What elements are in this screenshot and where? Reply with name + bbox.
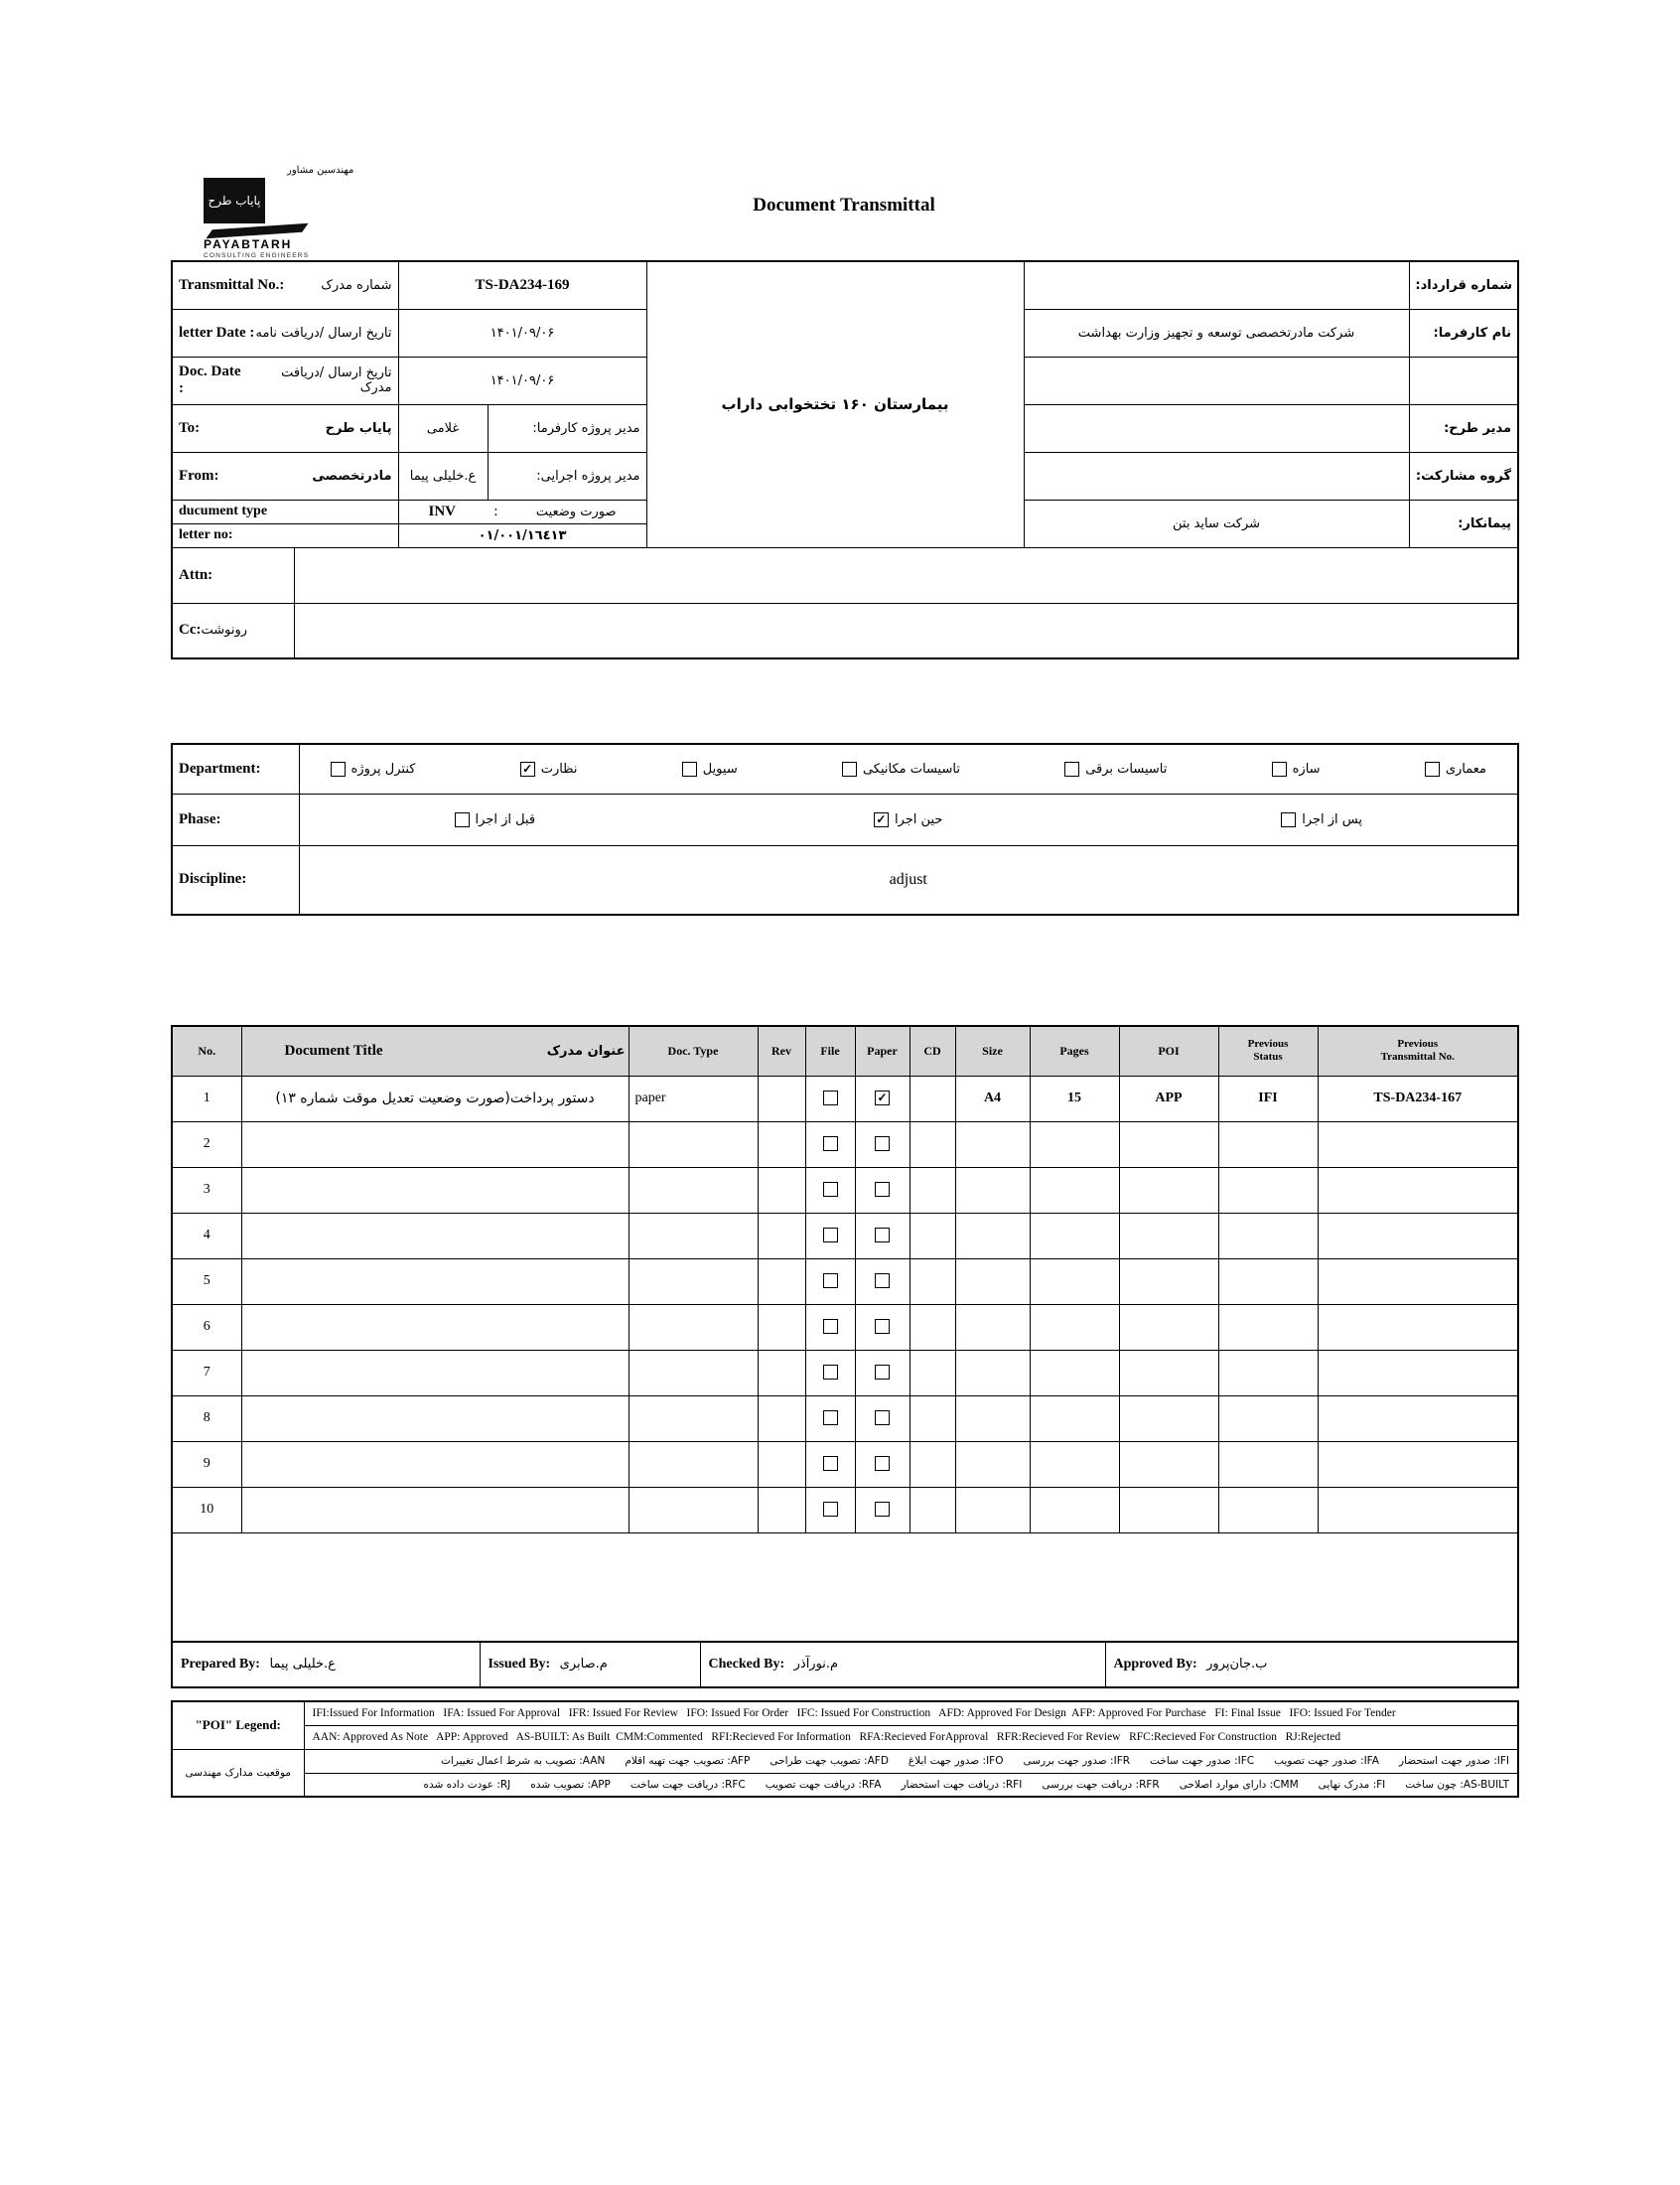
department-options-cell xyxy=(299,744,1518,794)
cc-label-en: Cc: xyxy=(179,622,202,639)
from-label-fa: مادرتخصصی xyxy=(312,468,392,484)
design-manager-value xyxy=(1024,404,1409,452)
doc-table-row xyxy=(172,1304,1518,1350)
doc-cell-size: A4 xyxy=(955,1076,1030,1121)
col-title xyxy=(241,1026,629,1076)
discipline-row xyxy=(172,845,1518,915)
col-rev: Rev xyxy=(758,1026,805,1076)
phase-option-label: پس از اجرا xyxy=(1302,811,1362,827)
cc-label-fa: رونوشت xyxy=(201,623,248,639)
jv-group-label: گروه مشارکت: xyxy=(1409,452,1518,500)
doc-cell-poi xyxy=(1119,1395,1218,1441)
doc-cell-pages: 15 xyxy=(1030,1076,1119,1121)
doc-date-label-fa: تاریخ ارسال /دریافت مدرک xyxy=(281,365,392,395)
department-option-label: تاسیسات مکانیکی xyxy=(862,761,960,777)
doc-cell-cd xyxy=(910,1487,955,1532)
doc-cell-title xyxy=(241,1167,629,1213)
file-checkbox[interactable] xyxy=(823,1136,838,1151)
approved-by-cell xyxy=(1105,1642,1518,1687)
transmittal-label-cell xyxy=(172,261,398,309)
file-checkbox[interactable] xyxy=(823,1273,838,1288)
doc-cell-poi xyxy=(1119,1213,1218,1258)
doc-cell-pages xyxy=(1030,1304,1119,1350)
phase-option xyxy=(455,812,536,827)
department-option xyxy=(331,762,416,777)
doc-cell-title xyxy=(241,1441,629,1487)
logo-name-en: PAYABTARH xyxy=(204,237,293,251)
doc-cell-size xyxy=(955,1258,1030,1304)
doc-cell-prev-transmittal xyxy=(1318,1304,1518,1350)
prepared-by-name: ع.خلیلی پیما xyxy=(269,1657,336,1672)
doc-cell-no: 1 xyxy=(172,1076,241,1121)
doc-cell-rev xyxy=(758,1350,805,1395)
transmittal-label-en: Transmittal No.: xyxy=(179,276,285,293)
file-checkbox[interactable] xyxy=(823,1091,838,1105)
doc-cell-file xyxy=(805,1258,855,1304)
doc-cell-prev-transmittal xyxy=(1318,1487,1518,1532)
doc-cell-rev xyxy=(758,1304,805,1350)
doc-cell-no: 5 xyxy=(172,1258,241,1304)
doc-cell-size xyxy=(955,1441,1030,1487)
doc-table-body xyxy=(172,1076,1518,1648)
doc-cell-paper xyxy=(855,1076,910,1121)
transmittal-row xyxy=(172,261,1518,309)
phase-option xyxy=(1281,812,1362,827)
doc-cell-title xyxy=(241,1213,629,1258)
contractor-value: شرکت ساید بتن xyxy=(1024,500,1409,547)
doc-cell-doc-type xyxy=(629,1487,758,1532)
from-label-cell xyxy=(172,452,398,500)
file-checkbox[interactable] xyxy=(823,1319,838,1334)
doc-cell-prev-status xyxy=(1218,1487,1318,1532)
doc-cell-paper xyxy=(855,1121,910,1167)
file-checkbox[interactable] xyxy=(823,1182,838,1197)
doc-cell-prev-transmittal xyxy=(1318,1258,1518,1304)
to-label-en: To: xyxy=(179,419,201,436)
col-prev-transmittal: Previous Transmittal No. xyxy=(1318,1026,1518,1076)
doc-cell-no: 10 xyxy=(172,1487,241,1532)
doc-cell-rev xyxy=(758,1441,805,1487)
doc-table-row xyxy=(172,1076,1518,1121)
doc-cell-prev-transmittal xyxy=(1318,1213,1518,1258)
doc-cell-prev-transmittal xyxy=(1318,1121,1518,1167)
doc-cell-doc-type xyxy=(629,1213,758,1258)
issued-by-label: Issued By: xyxy=(488,1657,551,1672)
doc-cell-title xyxy=(241,1487,629,1532)
letter-no-value: ۰۱/۰۰۱/۱٦٤۱۳ xyxy=(398,523,646,547)
contractor-label: پیمانکار: xyxy=(1409,500,1518,547)
department-option xyxy=(1425,762,1486,777)
col-size: Size xyxy=(955,1026,1030,1076)
doc-date-label-cell xyxy=(172,357,398,404)
logo-subtitle: CONSULTING ENGINEERS xyxy=(204,252,310,259)
doc-cell-doc-type xyxy=(629,1395,758,1441)
department-checkbox[interactable] xyxy=(331,762,346,777)
doc-cell-prev-status xyxy=(1218,1441,1318,1487)
paper-checkbox[interactable] xyxy=(875,1273,890,1288)
page-title: Document Transmittal xyxy=(753,195,935,216)
col-doc-type: Doc. Type xyxy=(629,1026,758,1076)
col-no: No. xyxy=(172,1026,241,1076)
prepared-by-cell xyxy=(172,1642,480,1687)
phase-checkbox[interactable] xyxy=(1281,812,1296,827)
doc-cell-prev-status xyxy=(1218,1304,1318,1350)
poi-legend-line-2: AAN: Approved As Note APP: Approved AS-BUILT: As Built CMM:Commented RFI:Recieved For Information RFA:Recieved ForApproval RFR:Recieved For Review RFC:Recieved For Construction RJ:Rejected xyxy=(304,1725,1518,1749)
department-option-label: نظارت xyxy=(540,761,578,777)
doc-cell-doc-type xyxy=(629,1258,758,1304)
doc-cell-poi xyxy=(1119,1167,1218,1213)
department-row xyxy=(172,744,1518,794)
department-option xyxy=(1064,762,1167,777)
doc-cell-cd xyxy=(910,1167,955,1213)
doc-cell-no: 7 xyxy=(172,1350,241,1395)
doc-cell-poi xyxy=(1119,1121,1218,1167)
to-label-cell xyxy=(172,404,398,452)
doc-cell-size xyxy=(955,1304,1030,1350)
doc-cell-title xyxy=(241,1350,629,1395)
department-option-label: تاسیسات برقی xyxy=(1085,761,1168,777)
project-name: بیمارستان ۱۶۰ تختخوابی داراب xyxy=(646,261,1024,547)
doc-cell-no: 6 xyxy=(172,1304,241,1350)
approved-by-name: ب.جان‌پرور xyxy=(1206,1657,1268,1672)
doc-cell-file xyxy=(805,1121,855,1167)
col-title-en: Document Title xyxy=(284,1042,383,1059)
col-file: File xyxy=(805,1026,855,1076)
doc-cell-size xyxy=(955,1213,1030,1258)
doc-cell-paper xyxy=(855,1304,910,1350)
doc-cell-pages xyxy=(1030,1167,1119,1213)
doc-cell-prev-status xyxy=(1218,1395,1318,1441)
signatures-row xyxy=(172,1642,1518,1687)
doc-cell-prev-transmittal xyxy=(1318,1395,1518,1441)
fa-legend-line-2: AS-BUILT: چون ساخت FI: مدرک نهایی CMM: دارای موارد اصلاحی RFR: دریافت جهت بررسی RFI: دریافت جهت استحضار RFA: دریافت جهت تصویب RFC: دریافت جهت ساخت APP: تصویب شده RJ: عودت داده شده xyxy=(304,1773,1518,1797)
department-checkbox[interactable] xyxy=(1425,762,1440,777)
documents-table xyxy=(171,1025,1519,1649)
phase-option-label: قبل از اجرا xyxy=(475,811,536,827)
doc-cell-doc-type xyxy=(629,1304,758,1350)
department-option-label: کنترل پروژه xyxy=(350,761,416,777)
department-checkbox[interactable] xyxy=(1064,762,1079,777)
doc-type-value: INV xyxy=(428,503,457,519)
doc-cell-rev xyxy=(758,1258,805,1304)
cc-value xyxy=(294,603,1518,658)
to-person: غلامی xyxy=(398,404,488,452)
paper-checkbox[interactable] xyxy=(875,1365,890,1380)
doc-cell-size xyxy=(955,1487,1030,1532)
doc-cell-pages xyxy=(1030,1121,1119,1167)
paper-checkbox[interactable] xyxy=(875,1410,890,1425)
doc-cell-size xyxy=(955,1167,1030,1213)
doc-cell-title xyxy=(241,1304,629,1350)
doc-table-row xyxy=(172,1441,1518,1487)
doc-cell-file xyxy=(805,1304,855,1350)
doc-cell-rev xyxy=(758,1121,805,1167)
doc-cell-title: دستور پرداخت(صورت وضعیت تعدیل موقت شماره ۱۳) xyxy=(241,1076,629,1121)
paper-checkbox[interactable] xyxy=(875,1091,890,1105)
doc-cell-pages xyxy=(1030,1258,1119,1304)
client-name-value: شرکت مادرتخصصی توسعه و تجهیز وزارت بهداشت xyxy=(1024,309,1409,357)
file-checkbox[interactable] xyxy=(823,1502,838,1517)
doc-cell-doc-type xyxy=(629,1350,758,1395)
right-empty-label xyxy=(1409,357,1518,404)
department-option xyxy=(842,762,960,777)
doc-cell-doc-type: paper xyxy=(629,1076,758,1121)
doc-cell-file xyxy=(805,1441,855,1487)
contract-no-value xyxy=(1024,261,1409,309)
doc-cell-file xyxy=(805,1213,855,1258)
col-paper: Paper xyxy=(855,1026,910,1076)
doc-cell-file xyxy=(805,1487,855,1532)
doc-cell-rev xyxy=(758,1213,805,1258)
col-title-fa: عنوان مدرک xyxy=(546,1043,626,1059)
doc-type-value-fa: صورت وضعیت xyxy=(535,504,617,519)
doc-cell-cd xyxy=(910,1258,955,1304)
doc-cell-poi xyxy=(1119,1258,1218,1304)
doc-table-empty-cell xyxy=(172,1532,1518,1648)
design-manager-label: مدیر طرح: xyxy=(1409,404,1518,452)
col-pages: Pages xyxy=(1030,1026,1119,1076)
phase-checkbox[interactable] xyxy=(874,812,889,827)
file-checkbox[interactable] xyxy=(823,1228,838,1242)
issued-by-name: م.صابری xyxy=(559,1657,608,1672)
attn-row xyxy=(172,547,1518,603)
to-label-fa: پایاب طرح xyxy=(325,420,392,436)
doc-cell-size xyxy=(955,1121,1030,1167)
doc-cell-pages xyxy=(1030,1441,1119,1487)
doc-cell-cd xyxy=(910,1213,955,1258)
contract-no-label: شماره قرارداد: xyxy=(1409,261,1518,309)
doc-cell-pages xyxy=(1030,1487,1119,1532)
doc-cell-prev-transmittal xyxy=(1318,1167,1518,1213)
approved-by-label: Approved By: xyxy=(1113,1657,1197,1672)
doc-cell-doc-type xyxy=(629,1167,758,1213)
doc-cell-poi xyxy=(1119,1441,1218,1487)
phase-option xyxy=(874,812,942,827)
from-role: مدیر پروژه اجرایی: xyxy=(488,452,646,500)
doc-cell-paper xyxy=(855,1258,910,1304)
doc-cell-prev-transmittal xyxy=(1318,1441,1518,1487)
doc-cell-prev-transmittal xyxy=(1318,1350,1518,1395)
doc-cell-prev-status xyxy=(1218,1258,1318,1304)
transmittal-no-value: TS-DA234-169 xyxy=(398,261,646,309)
signatures-table xyxy=(171,1641,1519,1688)
col-prev-status: Previous Status xyxy=(1218,1026,1318,1076)
phase-checkbox[interactable] xyxy=(455,812,470,827)
letter-date-value: ۱۴۰۱/۰۹/۰۶ xyxy=(398,309,646,357)
department-option-label: معماری xyxy=(1445,761,1486,777)
doc-table-row xyxy=(172,1350,1518,1395)
paper-checkbox[interactable] xyxy=(875,1136,890,1151)
doc-cell-no: 4 xyxy=(172,1213,241,1258)
doc-cell-cd xyxy=(910,1121,955,1167)
department-option-label: سیویل xyxy=(702,761,738,777)
doc-cell-doc-type xyxy=(629,1121,758,1167)
doc-cell-paper xyxy=(855,1350,910,1395)
discipline-value: adjust xyxy=(299,845,1518,915)
doc-table-empty-row xyxy=(172,1532,1518,1648)
prepared-by-label: Prepared By: xyxy=(181,1657,260,1672)
doc-cell-poi xyxy=(1119,1304,1218,1350)
poi-legend-label: "POI" Legend: xyxy=(172,1701,304,1749)
doc-cell-prev-status xyxy=(1218,1167,1318,1213)
logo-swoosh-icon xyxy=(206,223,308,238)
doc-cell-prev-status xyxy=(1218,1350,1318,1395)
department-checkbox[interactable] xyxy=(842,762,857,777)
doc-cell-size xyxy=(955,1395,1030,1441)
phase-label: Phase: xyxy=(172,794,299,845)
fa-legend-label: موقعیت مدارک مهندسی xyxy=(172,1749,304,1797)
doc-table-row xyxy=(172,1121,1518,1167)
transmittal-label-fa: شماره مدرک xyxy=(321,277,392,293)
doc-cell-cd xyxy=(910,1304,955,1350)
letter-no-label: letter no: xyxy=(172,523,398,547)
doc-cell-title xyxy=(241,1395,629,1441)
department-option xyxy=(682,762,738,777)
attn-label: Attn: xyxy=(172,547,294,603)
doc-cell-paper xyxy=(855,1395,910,1441)
phase-row xyxy=(172,794,1518,845)
poi-legend-row-1 xyxy=(172,1701,1518,1725)
logo-tagline: مهندسین مشاور xyxy=(287,165,354,176)
doc-cell-paper xyxy=(855,1487,910,1532)
jv-group-value xyxy=(1024,452,1409,500)
doc-cell-file xyxy=(805,1350,855,1395)
doc-cell-poi: APP xyxy=(1119,1076,1218,1121)
file-checkbox[interactable] xyxy=(823,1365,838,1380)
department-checkbox[interactable] xyxy=(682,762,697,777)
poi-legend-row-2 xyxy=(172,1725,1518,1749)
doc-cell-prev-status xyxy=(1218,1121,1318,1167)
attn-value xyxy=(294,547,1518,603)
client-name-label: نام کارفرما: xyxy=(1409,309,1518,357)
doc-cell-pages xyxy=(1030,1213,1119,1258)
doc-cell-pages xyxy=(1030,1350,1119,1395)
paper-checkbox[interactable] xyxy=(875,1228,890,1242)
cc-row xyxy=(172,603,1518,658)
doc-cell-paper xyxy=(855,1441,910,1487)
department-option-label: سازه xyxy=(1292,761,1321,777)
doc-cell-prev-status: IFI xyxy=(1218,1076,1318,1121)
department-label: Department: xyxy=(172,744,299,794)
doc-cell-prev-transmittal: TS-DA234-167 xyxy=(1318,1076,1518,1121)
paper-checkbox[interactable] xyxy=(875,1456,890,1471)
file-checkbox[interactable] xyxy=(823,1456,838,1471)
department-option xyxy=(520,762,578,777)
poi-legend-line-1: IFI:Issued For Information IFA: Issued For Approval IFR: Issued For Review IFO: Issued For Order IFC: Issued For Construction AFD: Approved For Design AFP: Approved For Purchase FI: Final Issue IFO: Issued For Tender xyxy=(304,1701,1518,1725)
doc-cell-no: 3 xyxy=(172,1167,241,1213)
doc-table-row xyxy=(172,1213,1518,1258)
doc-cell-cd xyxy=(910,1441,955,1487)
letter-date-label-cell xyxy=(172,309,398,357)
doc-cell-cd xyxy=(910,1076,955,1121)
col-cd: CD xyxy=(910,1026,955,1076)
doc-cell-pages xyxy=(1030,1395,1119,1441)
doc-cell-cd xyxy=(910,1395,955,1441)
doc-table-row xyxy=(172,1487,1518,1532)
checked-by-cell xyxy=(700,1642,1105,1687)
file-checkbox[interactable] xyxy=(823,1410,838,1425)
department-checkbox[interactable] xyxy=(1272,762,1287,777)
phase-options-cell xyxy=(299,794,1518,845)
classification-table xyxy=(171,743,1519,916)
doc-cell-paper xyxy=(855,1213,910,1258)
checked-by-name: م.نورآذر xyxy=(793,1657,839,1672)
department-option xyxy=(1272,762,1321,777)
doc-cell-file xyxy=(805,1395,855,1441)
doc-table-row xyxy=(172,1395,1518,1441)
doc-cell-size xyxy=(955,1350,1030,1395)
header-table xyxy=(171,260,1519,659)
doc-cell-poi xyxy=(1119,1350,1218,1395)
doc-cell-paper xyxy=(855,1167,910,1213)
doc-cell-no: 9 xyxy=(172,1441,241,1487)
doc-cell-no: 8 xyxy=(172,1395,241,1441)
paper-checkbox[interactable] xyxy=(875,1182,890,1197)
doc-cell-doc-type xyxy=(629,1441,758,1487)
doc-cell-rev xyxy=(758,1487,805,1532)
doc-cell-cd xyxy=(910,1350,955,1395)
doc-cell-no: 2 xyxy=(172,1121,241,1167)
doc-cell-prev-status xyxy=(1218,1213,1318,1258)
fa-legend-row-2 xyxy=(172,1773,1518,1797)
legend-table xyxy=(171,1700,1519,1798)
doc-type-value-cell xyxy=(398,500,646,523)
doc-cell-rev xyxy=(758,1076,805,1121)
cc-label-cell xyxy=(172,603,294,658)
fa-legend-line-1: IFI: صدور جهت استحضار IFA: صدور جهت تصویب IFC: صدور جهت ساخت IFR: صدور جهت بررسی IFO: صدور جهت ابلاغ AFD: تصویب جهت طراحی AFP: تصویب جهت تهیه اقلام AAN: تصویب به شرط اعمال تغییرات xyxy=(304,1749,1518,1773)
paper-checkbox[interactable] xyxy=(875,1502,890,1517)
issued-by-cell xyxy=(480,1642,700,1687)
doc-table-header-row xyxy=(172,1026,1518,1076)
letter-date-label-fa: تاریخ ارسال /دریافت نامه xyxy=(255,325,392,341)
paper-checkbox[interactable] xyxy=(875,1319,890,1334)
doc-type-separator: : xyxy=(493,503,498,519)
doc-table-row xyxy=(172,1258,1518,1304)
doc-cell-file xyxy=(805,1167,855,1213)
doc-type-label: ducument type xyxy=(172,500,398,523)
right-empty-value xyxy=(1024,357,1409,404)
doc-date-value: ۱۴۰۱/۰۹/۰۶ xyxy=(398,357,646,404)
from-label-en: From: xyxy=(179,467,219,484)
doc-cell-file xyxy=(805,1076,855,1121)
doc-cell-rev xyxy=(758,1395,805,1441)
checked-by-label: Checked By: xyxy=(708,1657,785,1672)
doc-cell-poi xyxy=(1119,1487,1218,1532)
discipline-label: Discipline: xyxy=(172,845,299,915)
fa-legend-row-1 xyxy=(172,1749,1518,1773)
doc-cell-title xyxy=(241,1121,629,1167)
letter-date-label-en: letter Date : xyxy=(179,324,255,341)
doc-date-label-en: Doc. Date : xyxy=(179,364,241,396)
logo-mark-icon: پایاب طرح xyxy=(204,178,265,223)
phase-option-label: حین اجرا xyxy=(894,811,943,827)
to-role: مدیر پروژه کارفرما: xyxy=(488,404,646,452)
department-checkbox[interactable] xyxy=(520,762,535,777)
doc-cell-title xyxy=(241,1258,629,1304)
doc-cell-rev xyxy=(758,1167,805,1213)
doc-table-row xyxy=(172,1167,1518,1213)
col-poi: POI xyxy=(1119,1026,1218,1076)
from-person: ع.خلیلی پیما xyxy=(398,452,488,500)
